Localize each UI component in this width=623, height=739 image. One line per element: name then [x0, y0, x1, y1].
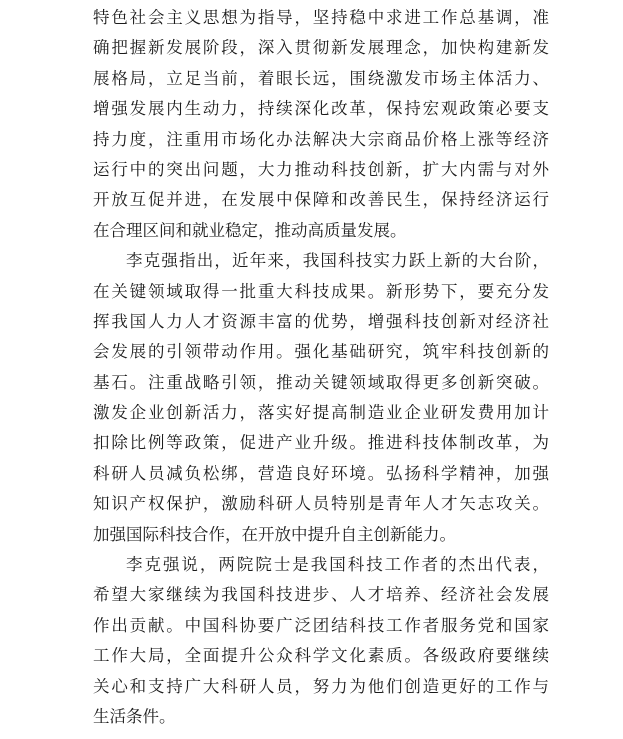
text-line: 特色社会主义思想为指导，坚持稳中求进工作总基调，准: [93, 8, 549, 27]
paragraph-2: [93, 246, 549, 550]
text-line: 作出贡献。中国科协要广泛团结科技工作者服务党和国家: [93, 615, 549, 635]
text-line: 开放互促并进，在发展中保障和改善民生，保持经济运行: [93, 190, 549, 210]
text-line: 扣除比例等政策，促进产业升级。推进科技体制改革，为: [93, 433, 549, 453]
text-line: 关心和支持广大科研人员，努力为他们创造更好的工作与: [93, 676, 549, 696]
text-line: 确把握新发展阶段，深入贯彻新发展理念，加快构建新发: [93, 38, 549, 58]
text-line: 在合理区间和就业稳定，推动高质量发展。: [93, 220, 407, 240]
text-line: 激发企业创新活力，落实好提高制造业企业研发费用加计: [93, 403, 549, 423]
text-line: 在关键领域取得一批重大科技成果。新形势下，要充分发: [93, 281, 549, 301]
text-line: 生活条件。: [93, 706, 176, 726]
text-line: 知识产权保护，激励科研人员特别是青年人才矢志攻关。: [93, 494, 549, 514]
paragraph-1: [93, 3, 549, 246]
paragraph-3: [93, 550, 549, 732]
text-line: 运行中的突出问题，大力推动科技创新，扩大内需与对外: [93, 159, 549, 179]
text-line: 工作大局，全面提升公众科学文化素质。各级政府要继续: [93, 646, 549, 666]
text-line: 李克强指出，近年来，我国科技实力跃上新的大台阶，: [126, 251, 549, 271]
text-line: 持力度，注重用市场化办法解决大宗商品价格上涨等经济: [93, 129, 549, 149]
article-body: [93, 3, 549, 732]
text-line: 科研人员减负松绑，营造良好环境。弘扬科学精神，加强: [93, 463, 549, 483]
text-line: 李克强说，两院院士是我国科技工作者的杰出代表，: [126, 555, 549, 575]
text-line: 基石。注重战略引领，推动关键领域取得更多创新突破。: [93, 372, 549, 392]
text-line: 加强国际科技合作，在开放中提升自主创新能力。: [93, 524, 456, 544]
text-line: 希望大家继续为我国科技进步、人才培养、经济社会发展: [93, 585, 549, 605]
text-line: 增强发展内生动力，持续深化改革，保持宏观政策必要支: [93, 99, 549, 119]
text-line: 挥我国人力人才资源丰富的优势，增强科技创新对经济社: [93, 311, 549, 331]
text-line: 展格局，立足当前，着眼长远，围绕激发市场主体活力、: [93, 68, 549, 88]
text-line: 会发展的引领带动作用。强化基础研究，筑牢科技创新的: [93, 342, 549, 362]
